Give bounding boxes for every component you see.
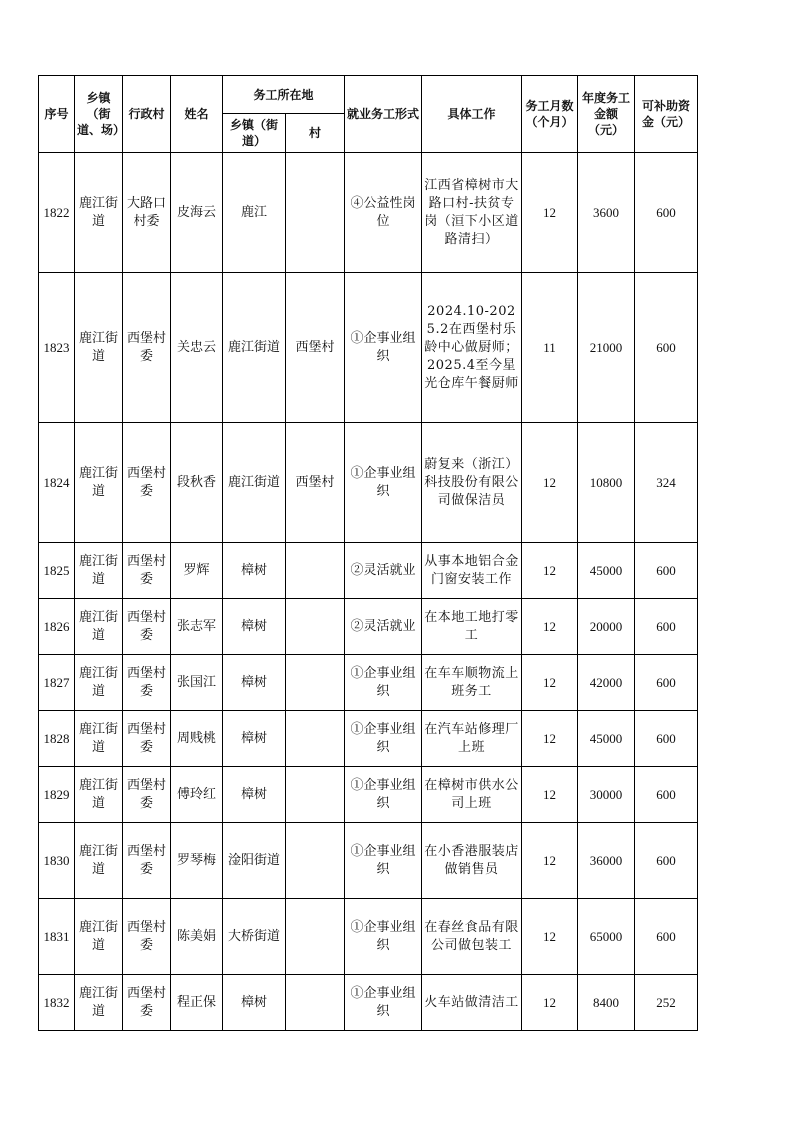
header-name: 姓名 xyxy=(171,76,223,153)
cell-loc-village xyxy=(286,655,345,711)
header-loc-town: 乡镇（街道） xyxy=(223,114,286,153)
cell-subsidy: 600 xyxy=(635,899,698,975)
cell-village: 大路口村委 xyxy=(123,153,171,273)
cell-months: 12 xyxy=(522,599,578,655)
table-row xyxy=(39,655,698,711)
cell-form: ①企事业组织 xyxy=(345,711,422,767)
header-months: 务工月数（个月） xyxy=(522,76,578,153)
cell-form: ①企事业组织 xyxy=(345,899,422,975)
cell-job: 2024.10-2025.2在西堡村乐龄中心做厨师；2025.4至今星光仓库午餐厨师 xyxy=(422,273,522,423)
cell-loc-town: 樟树 xyxy=(223,711,286,767)
header-village: 行政村 xyxy=(123,76,171,153)
cell-name: 陈美娟 xyxy=(171,899,223,975)
cell-job: 在车车顺物流上班务工 xyxy=(422,655,522,711)
cell-name: 段秋香 xyxy=(171,423,223,543)
cell-subsidy: 600 xyxy=(635,711,698,767)
cell-form: ②灵活就业 xyxy=(345,543,422,599)
cell-loc-town: 大桥街道 xyxy=(223,899,286,975)
table-row xyxy=(39,273,698,423)
cell-town: 鹿江街道 xyxy=(75,711,123,767)
cell-job: 蔚复来（浙江）科技股份有限公司做保洁员 xyxy=(422,423,522,543)
cell-name: 张志军 xyxy=(171,599,223,655)
cell-form: ①企事业组织 xyxy=(345,273,422,423)
cell-loc-town: 樟树 xyxy=(223,655,286,711)
cell-months: 12 xyxy=(522,975,578,1031)
cell-job: 在樟树市供水公司上班 xyxy=(422,767,522,823)
cell-name: 程正保 xyxy=(171,975,223,1031)
table-row xyxy=(39,153,698,273)
cell-months: 12 xyxy=(522,153,578,273)
cell-job: 在春丝食品有限公司做包装工 xyxy=(422,899,522,975)
cell-seq: 1832 xyxy=(39,975,75,1031)
cell-town: 鹿江街道 xyxy=(75,599,123,655)
cell-town: 鹿江街道 xyxy=(75,655,123,711)
cell-loc-village xyxy=(286,711,345,767)
cell-income: 45000 xyxy=(578,711,635,767)
cell-village: 西堡村委 xyxy=(123,975,171,1031)
header-form: 就业务工形式 xyxy=(345,76,422,153)
cell-loc-village: 西堡村 xyxy=(286,273,345,423)
cell-job: 在汽车站修理厂上班 xyxy=(422,711,522,767)
cell-name: 傅玲红 xyxy=(171,767,223,823)
cell-loc-town: 鹿江街道 xyxy=(223,273,286,423)
cell-name: 张国江 xyxy=(171,655,223,711)
cell-income: 65000 xyxy=(578,899,635,975)
cell-loc-village xyxy=(286,543,345,599)
cell-loc-village xyxy=(286,823,345,899)
table-row xyxy=(39,975,698,1031)
cell-town: 鹿江街道 xyxy=(75,423,123,543)
cell-name: 关忠云 xyxy=(171,273,223,423)
cell-income: 20000 xyxy=(578,599,635,655)
cell-village: 西堡村委 xyxy=(123,655,171,711)
cell-subsidy: 600 xyxy=(635,655,698,711)
cell-subsidy: 252 xyxy=(635,975,698,1031)
cell-loc-town: 鹿江街道 xyxy=(223,423,286,543)
cell-seq: 1829 xyxy=(39,767,75,823)
cell-form: ④公益性岗位 xyxy=(345,153,422,273)
cell-village: 西堡村委 xyxy=(123,767,171,823)
cell-seq: 1825 xyxy=(39,543,75,599)
table-row xyxy=(39,711,698,767)
cell-months: 12 xyxy=(522,543,578,599)
cell-months: 11 xyxy=(522,273,578,423)
cell-village: 西堡村委 xyxy=(123,599,171,655)
cell-income: 42000 xyxy=(578,655,635,711)
table-row xyxy=(39,423,698,543)
header-town: 乡镇（街道、场） xyxy=(75,76,123,153)
cell-name: 周贱桃 xyxy=(171,711,223,767)
cell-seq: 1822 xyxy=(39,153,75,273)
header-work-location: 务工所在地 xyxy=(223,76,345,114)
cell-loc-town: 樟树 xyxy=(223,975,286,1031)
cell-form: ①企事业组织 xyxy=(345,975,422,1031)
cell-income: 30000 xyxy=(578,767,635,823)
header-loc-village: 村 xyxy=(286,114,345,153)
cell-subsidy: 600 xyxy=(635,599,698,655)
cell-income: 10800 xyxy=(578,423,635,543)
cell-subsidy: 600 xyxy=(635,823,698,899)
cell-village: 西堡村委 xyxy=(123,423,171,543)
cell-subsidy: 600 xyxy=(635,543,698,599)
cell-village: 西堡村委 xyxy=(123,273,171,423)
cell-subsidy: 600 xyxy=(635,767,698,823)
cell-loc-village xyxy=(286,153,345,273)
cell-seq: 1831 xyxy=(39,899,75,975)
cell-job: 在本地工地打零工 xyxy=(422,599,522,655)
cell-income: 21000 xyxy=(578,273,635,423)
cell-form: ①企事业组织 xyxy=(345,423,422,543)
cell-town: 鹿江街道 xyxy=(75,273,123,423)
cell-name: 皮海云 xyxy=(171,153,223,273)
cell-months: 12 xyxy=(522,423,578,543)
cell-job: 江西省樟树市大路口村-扶贫专岗（洹下小区道路清扫） xyxy=(422,153,522,273)
cell-income: 45000 xyxy=(578,543,635,599)
cell-village: 西堡村委 xyxy=(123,711,171,767)
cell-name: 罗琴梅 xyxy=(171,823,223,899)
cell-form: ①企事业组织 xyxy=(345,767,422,823)
cell-town: 鹿江街道 xyxy=(75,543,123,599)
table-row xyxy=(39,767,698,823)
cell-income: 8400 xyxy=(578,975,635,1031)
header-subsidy: 可补助资金（元） xyxy=(635,76,698,153)
cell-village: 西堡村委 xyxy=(123,543,171,599)
header-job: 具体工作 xyxy=(422,76,522,153)
cell-form: ②灵活就业 xyxy=(345,599,422,655)
cell-seq: 1824 xyxy=(39,423,75,543)
cell-village: 西堡村委 xyxy=(123,899,171,975)
cell-months: 12 xyxy=(522,655,578,711)
cell-job: 火车站做清洁工 xyxy=(422,975,522,1031)
cell-seq: 1828 xyxy=(39,711,75,767)
cell-loc-village xyxy=(286,899,345,975)
table-row xyxy=(39,599,698,655)
cell-loc-village xyxy=(286,599,345,655)
cell-loc-village xyxy=(286,975,345,1031)
cell-town: 鹿江街道 xyxy=(75,899,123,975)
cell-income: 3600 xyxy=(578,153,635,273)
cell-town: 鹿江街道 xyxy=(75,153,123,273)
cell-town: 鹿江街道 xyxy=(75,975,123,1031)
header-seq: 序号 xyxy=(39,76,75,153)
table-row xyxy=(39,823,698,899)
cell-months: 12 xyxy=(522,711,578,767)
header-income: 年度务工金额（元） xyxy=(578,76,635,153)
cell-seq: 1827 xyxy=(39,655,75,711)
cell-seq: 1823 xyxy=(39,273,75,423)
cell-months: 12 xyxy=(522,899,578,975)
cell-job: 从事本地铝合金门窗安装工作 xyxy=(422,543,522,599)
table-row xyxy=(39,543,698,599)
cell-subsidy: 324 xyxy=(635,423,698,543)
cell-months: 12 xyxy=(522,823,578,899)
cell-seq: 1830 xyxy=(39,823,75,899)
cell-loc-town: 鹿江 xyxy=(223,153,286,273)
cell-months: 12 xyxy=(522,767,578,823)
cell-town: 鹿江街道 xyxy=(75,767,123,823)
cell-subsidy: 600 xyxy=(635,273,698,423)
cell-income: 36000 xyxy=(578,823,635,899)
cell-village: 西堡村委 xyxy=(123,823,171,899)
cell-loc-town: 樟树 xyxy=(223,543,286,599)
cell-form: ①企事业组织 xyxy=(345,823,422,899)
cell-loc-village xyxy=(286,767,345,823)
cell-loc-town: 淦阳街道 xyxy=(223,823,286,899)
cell-loc-town: 樟树 xyxy=(223,767,286,823)
employment-subsidy-table xyxy=(38,75,698,1031)
cell-loc-village: 西堡村 xyxy=(286,423,345,543)
cell-seq: 1826 xyxy=(39,599,75,655)
cell-form: ①企事业组织 xyxy=(345,655,422,711)
cell-name: 罗辉 xyxy=(171,543,223,599)
table-row xyxy=(39,899,698,975)
cell-town: 鹿江街道 xyxy=(75,823,123,899)
cell-job: 在小香港服装店做销售员 xyxy=(422,823,522,899)
cell-loc-town: 樟树 xyxy=(223,599,286,655)
cell-subsidy: 600 xyxy=(635,153,698,273)
